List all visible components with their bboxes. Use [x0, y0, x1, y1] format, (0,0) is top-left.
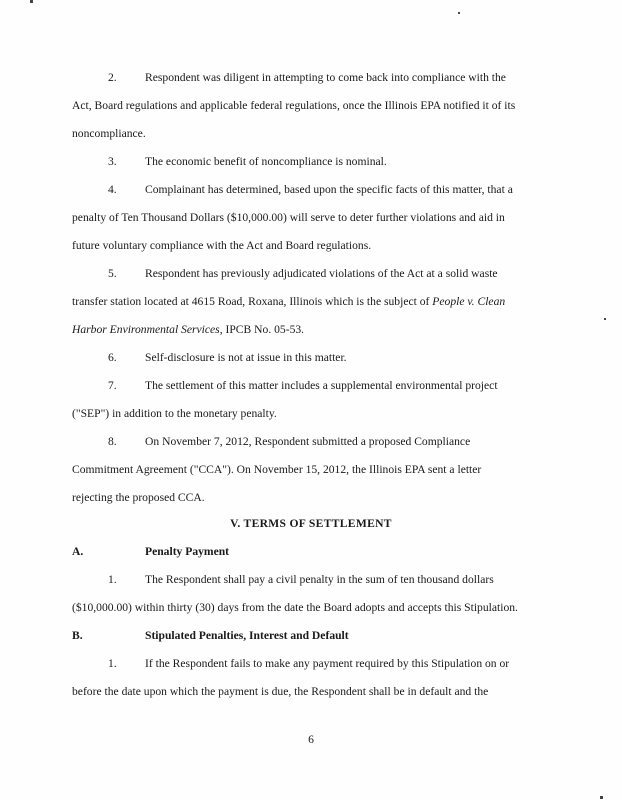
paragraph-text: transfer station located at 4615 Road, Roxana, Illinois which is the subject of — [72, 295, 433, 308]
paragraph-line: ("SEP") in addition to the monetary penalty. — [72, 407, 277, 420]
scan-mark-top-right — [458, 12, 460, 14]
case-name-part2: Harbor Environmental Services — [72, 323, 220, 336]
paragraph-line: Respondent has previously adjudicated violations of the Act at a solid waste — [145, 267, 498, 280]
paragraph-line: Commitment Agreement ("CCA"). On November 15, 2012, the Illinois EPA sent a letter — [72, 463, 482, 476]
page-number: 6 — [308, 733, 314, 746]
paragraph-number: 8. — [108, 435, 117, 448]
paragraph-line: rejecting the proposed CCA. — [72, 491, 205, 504]
paragraph-line: Self-disclosure is not at issue in this matter. — [145, 351, 347, 364]
paragraph-line: ($10,000.00) within thirty (30) days from the date the Board adopts and accepts this Stipulation. — [72, 601, 518, 614]
paragraph-line: If the Respondent fails to make any payment required by this Stipulation on or — [145, 657, 510, 670]
paragraph-line: Respondent was diligent in attempting to come back into compliance with the — [145, 71, 506, 84]
paragraph-number: 1. — [108, 573, 117, 586]
paragraph-text: , IPCB No. 05-53. — [219, 323, 305, 336]
paragraph-number: 1. — [108, 657, 117, 670]
paragraph-line — [72, 295, 505, 309]
paragraph-line: On November 7, 2012, Respondent submitted a proposed Compliance — [145, 435, 471, 448]
subsection-letter: A. — [72, 545, 84, 558]
paragraph-line: penalty of Ten Thousand Dollars ($10,000.00) will serve to deter further violations and aid in — [72, 211, 505, 224]
scan-mark-bottom-right — [600, 796, 603, 799]
section-heading: V. TERMS OF SETTLEMENT — [230, 517, 392, 530]
paragraph-line: future voluntary compliance with the Act and Board regulations. — [72, 239, 372, 252]
paragraph-number: 4. — [108, 183, 117, 196]
paragraph-number: 6. — [108, 351, 117, 364]
paragraph-line: Complainant has determined, based upon the specific facts of this matter, that a — [145, 183, 513, 196]
paragraph-line: noncompliance. — [72, 127, 146, 140]
scan-mark-top — [30, 0, 33, 3]
paragraph-line: before the date upon which the payment is due, the Respondent shall be in default and the — [72, 685, 489, 698]
paragraph-line: The settlement of this matter includes a supplemental environmental project — [145, 379, 498, 392]
paragraph-line: Act, Board regulations and applicable federal regulations, once the Illinois EPA notified it of its — [72, 99, 516, 112]
paragraph-line: The Respondent shall pay a civil penalty in the sum of ten thousand dollars — [145, 573, 494, 586]
paragraph-line: The economic benefit of noncompliance is nominal. — [145, 155, 387, 168]
paragraph-line — [72, 323, 304, 337]
paragraph-number: 5. — [108, 267, 117, 280]
subsection-title: Stipulated Penalties, Interest and Default — [145, 629, 349, 642]
subsection-letter: B. — [72, 629, 83, 642]
paragraph-number: 2. — [108, 71, 117, 84]
paragraph-number: 3. — [108, 155, 117, 168]
subsection-title: Penalty Payment — [145, 545, 230, 558]
scan-mark-right — [604, 318, 606, 320]
paragraph-number: 7. — [108, 379, 117, 392]
case-name-part1: People v. Clean — [432, 295, 506, 308]
